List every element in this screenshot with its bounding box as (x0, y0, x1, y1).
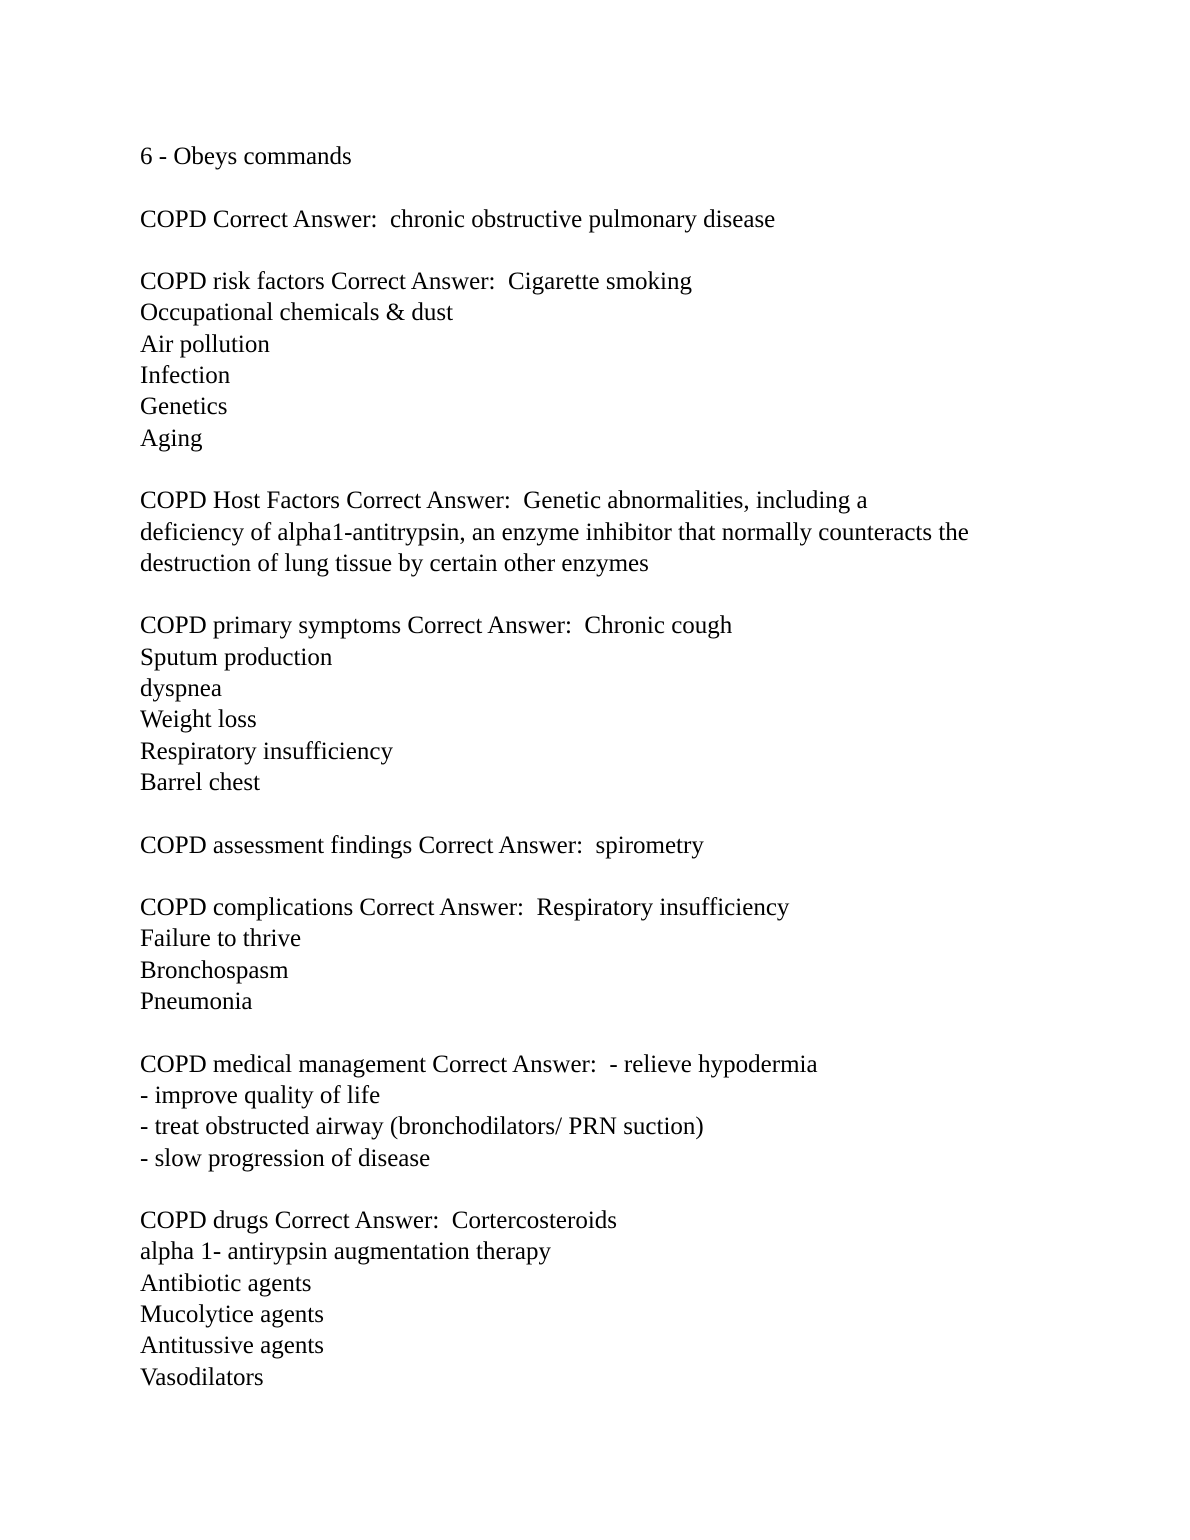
text-line: Barrel chest (140, 768, 261, 796)
text-line: alpha 1- antirypsin augmentation therapy (140, 1238, 551, 1266)
glasgow-item-obeys-commands (140, 141, 1100, 172)
text-line: Aging (140, 424, 203, 452)
flashcard-copd-risk-factors (140, 266, 1100, 454)
text-line: Antitussive agents (140, 1332, 325, 1360)
flashcard-copd-assessment (140, 830, 1100, 861)
text-line: Infection (140, 362, 231, 390)
text-line: 6 - Obeys commands (140, 143, 352, 170)
text-line: Mucolytice agents (140, 1300, 324, 1328)
text-line: Weight loss (140, 706, 257, 734)
text-line: Pneumonia (140, 988, 253, 1016)
document-page (140, 141, 1100, 1424)
text-line: dyspnea (140, 675, 222, 703)
flashcard-copd-definition (140, 204, 1100, 235)
text-line: COPD medical management Correct Answer: - relieve hypodermia (140, 1050, 818, 1078)
flashcard-copd-primary-symptoms (140, 610, 1100, 798)
text-line: COPD drugs Correct Answer: Cortercosteroids (140, 1207, 618, 1235)
text-line: Vasodilators (140, 1363, 264, 1391)
text-line: Failure to thrive (140, 925, 302, 953)
flashcard-copd-drugs (140, 1205, 1100, 1393)
text-line: Genetics (140, 393, 228, 421)
text-line: COPD risk factors Correct Answer: Cigarette smoking (140, 268, 692, 296)
text-line: Bronchospasm (140, 956, 289, 984)
flashcard-copd-complications (140, 892, 1100, 1017)
text-line: COPD assessment findings Correct Answer: spirometry (140, 831, 704, 859)
text-line: Respiratory insufficiency (140, 737, 393, 765)
text-line: - improve quality of life (140, 1081, 381, 1109)
text-line: Antibiotic agents (140, 1269, 312, 1297)
text-line: Air pollution (140, 330, 270, 358)
text-line: destruction of lung tissue by certain other enzymes (140, 549, 649, 577)
text-line: COPD primary symptoms Correct Answer: Chronic cough (140, 612, 733, 640)
text-line: deficiency of alpha1-antitrypsin, an enzyme inhibitor that normally counteracts the (140, 518, 969, 546)
text-line: - slow progression of disease (140, 1144, 431, 1172)
flashcard-copd-medical-management (140, 1049, 1100, 1174)
text-line: COPD complications Correct Answer: Respiratory insufficiency (140, 894, 790, 922)
text-line: - treat obstructed airway (bronchodilators/ PRN suction) (140, 1113, 704, 1141)
text-line: Occupational chemicals & dust (140, 299, 454, 327)
text-line: COPD Correct Answer: chronic obstructive pulmonary disease (140, 205, 776, 233)
text-line: COPD Host Factors Correct Answer: Genetic abnormalities, including a (140, 487, 868, 515)
text-line: Sputum production (140, 643, 333, 671)
flashcard-copd-host-factors (140, 485, 1100, 579)
